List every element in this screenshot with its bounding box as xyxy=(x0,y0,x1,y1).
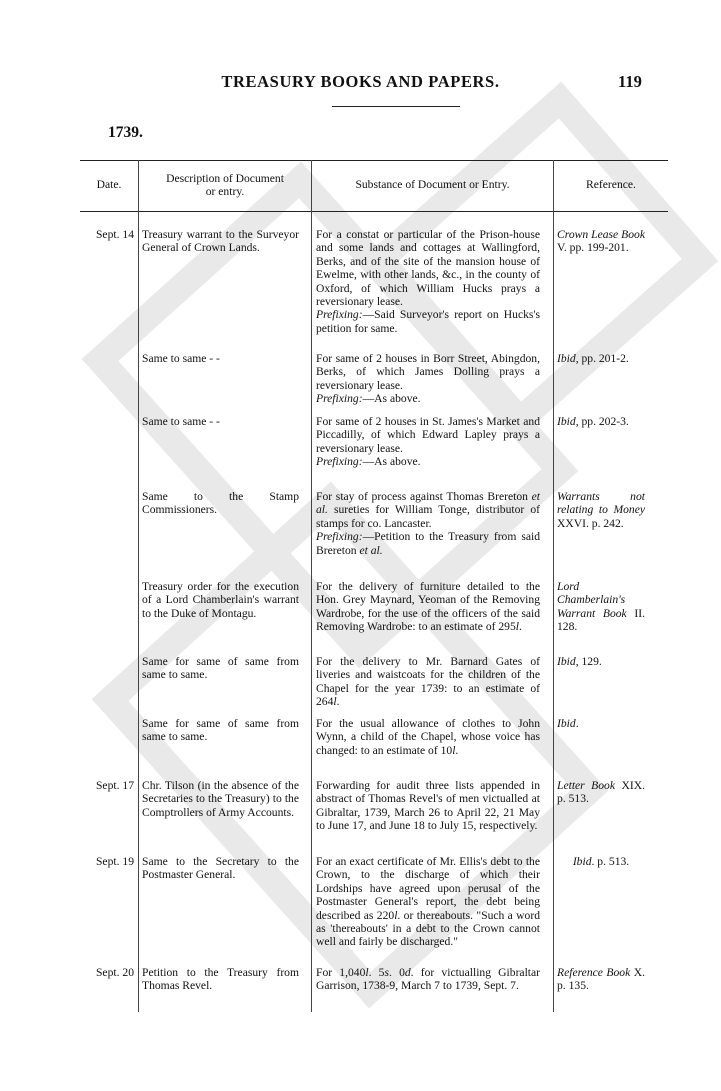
column-header-reference: Reference. xyxy=(586,178,636,191)
table-header-rule xyxy=(80,211,668,212)
entry-description: Same for same of same from same to same. xyxy=(142,655,299,682)
page-number: 119 xyxy=(618,72,642,91)
entry-date: Sept. 19 xyxy=(95,855,134,868)
entry-reference: Warrants not relating to Money XXVI. p. 242. xyxy=(557,490,645,530)
entry-description: Same to the Secretary to the Postmaster General. xyxy=(142,855,299,882)
column-divider xyxy=(311,160,312,1012)
entry-reference: Ibid, 129. xyxy=(557,655,602,668)
entry-description: Chr. Tilson (in the absence of the Secretaries to the Treasury) to the Comptrollers of Army Accounts. xyxy=(142,779,299,819)
entry-reference: Ibid. xyxy=(557,717,579,730)
entry-date: Sept. 20 xyxy=(95,966,134,979)
entry-description: Same to same - - xyxy=(142,415,220,428)
entry-reference: Reference Book X. p. 135. xyxy=(557,966,645,993)
column-header-description: Description of Document or entry. xyxy=(166,172,284,198)
entry-reference: Crown Lease Book V. pp. 199-201. xyxy=(557,228,645,255)
header-rule xyxy=(332,106,460,107)
entry-description: Petition to the Treasury from Thomas Revel. xyxy=(142,966,299,993)
column-divider xyxy=(138,160,139,1012)
entry-substance: For stay of process against Thomas Brereton et al. sureties for William Tonge, distributor of stamps for co. Lancaster. Prefixing:—Petition to the Treasury from said Brereton et al. xyxy=(316,490,540,557)
column-header-substance: Substance of Document or Entry. xyxy=(355,178,510,191)
table-top-rule xyxy=(80,160,668,161)
entry-description: Treasury order for the execution of a Lord Chamberlain's warrant to the Duke of Montagu. xyxy=(142,580,299,620)
entry-reference: Ibid. p. 513. xyxy=(572,855,630,868)
entry-reference: Ibid, pp. 201-2. xyxy=(557,352,629,365)
entry-substance: For same of 2 houses in Borr Street, Abingdon, Berks, of which James Dolling prays a reversionary lease. Prefixing:—As above. xyxy=(316,352,540,406)
entry-substance: For same of 2 houses in St. James's Market and Piccadilly, of which Edward Lapley prays a reversionary lease. Prefixing:—As above. xyxy=(316,415,540,469)
entry-reference: Ibid, pp. 202-3. xyxy=(557,415,629,428)
entry-substance: For the usual allowance of clothes to John Wynn, a child of the Chapel, whose voice has changed: to an estimate of 10l. xyxy=(316,717,540,757)
entry-substance: For an exact certificate of Mr. Ellis's debt to the Crown, to the discharge of which their Lordships have agreed upon perusal of the Postmaster General's report, the debt being described as 220l. or thereabouts. "Such a word as 'thereabouts' in a debt to the Crown cannot well and fairly be discharged." xyxy=(316,855,540,949)
column-header-date: Date. xyxy=(96,178,122,191)
entry-date: Sept. 14 xyxy=(95,228,134,241)
running-title: TREASURY BOOKS AND PAPERS. xyxy=(221,72,500,91)
entry-substance: For the delivery to Mr. Barnard Gates of liveries and waistcoats for the children of the Chapel for the year 1739: to an estimate of 264l. xyxy=(316,655,540,709)
entry-reference: Letter Book XIX. p. 513. xyxy=(557,779,645,806)
entry-substance: Forwarding for audit three lists appended in abstract of Thomas Revel's of men victualled at Gibraltar, 1739, March 26 to April 22, 21 May to June 17, and June 18 to July 15, respectively. xyxy=(316,779,540,833)
entry-description: Same to same - - xyxy=(142,352,220,365)
entry-description: Same for same of same from same to same. xyxy=(142,717,299,744)
entry-substance: For the delivery of furniture detailed to the Hon. Grey Maynard, Yeoman of the Removing Wardrobe, for the use of the officers of the said Removing Wardrobe: to an estimate of 295l. xyxy=(316,580,540,634)
year-heading: 1739. xyxy=(108,124,143,141)
entry-substance: For 1,040l. 5s. 0d. for victualling Gibraltar Garrison, 1738-9, March 7 to 1739, Sept. 7. xyxy=(316,966,541,993)
entry-date: Sept. 17 xyxy=(95,779,134,792)
entry-description: Same to the Stamp Commissioners. xyxy=(142,490,299,517)
column-divider xyxy=(553,160,554,1012)
entry-reference: Lord Chamberlain's Warrant Book II. 128. xyxy=(557,580,645,634)
entry-description: Treasury warrant to the Surveyor General of Crown Lands. xyxy=(142,228,299,255)
entry-substance: For a constat or particular of the Prison-house and some lands and cottages at Wallingford, Berks, and of the site of the mansion house of Ewelme, with other lands, &c., in the county of Oxford, of which William Hucks prays a reversionary lease. Prefixing:—Said Surveyor's report on Hucks's petition for same. xyxy=(316,228,540,335)
